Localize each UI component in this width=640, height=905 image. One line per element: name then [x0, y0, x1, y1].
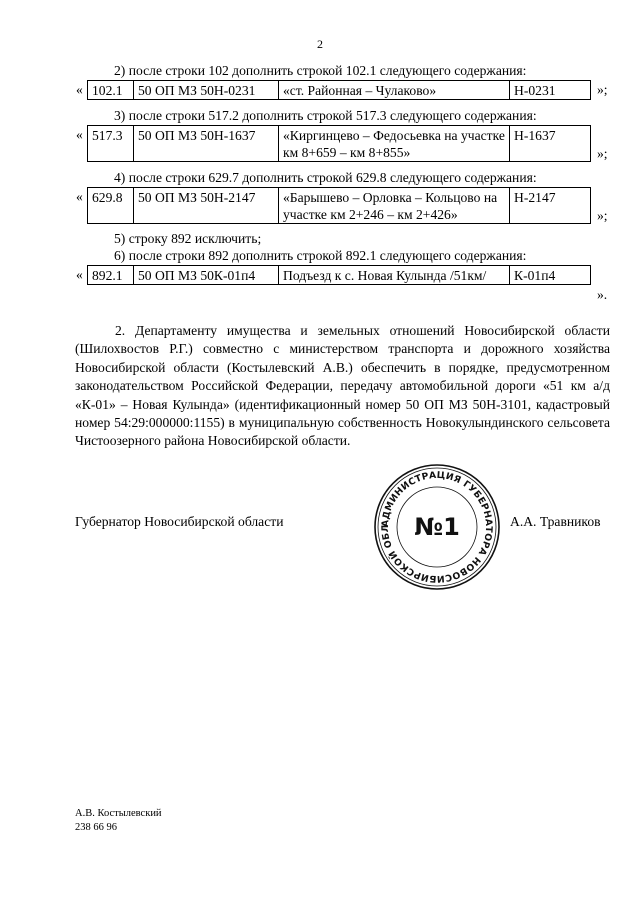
table-row [88, 266, 591, 285]
amendment-intro-4: 4) после строки 629.7 дополнить строкой 629.8 следующего содержания: [114, 170, 537, 185]
road-id-cell: 50 ОП МЗ 50Н-1637 [134, 126, 279, 162]
row-number-cell: 102.1 [88, 81, 134, 100]
insert-table-6298 [87, 187, 591, 224]
road-id-cell: 50 ОП МЗ 50Н-0231 [134, 81, 279, 100]
official-seal-stamp [372, 462, 502, 592]
close-quote: »; [597, 208, 608, 223]
road-name-cell: Подъезд к с. Новая Кулында /51км/ [279, 266, 510, 285]
paragraph-text: 2. Департаменту имущества и земельных отношений Новосибирской области (Шилохвостов Р.Г.) совместно с министерством транспорта и дорожного хозяйства Новосибирской области (Костылевский А.В.) обеспечить в порядке, предусмотренном законодательством Российской Федерации, передачу автомобильной дороги «51 км а/д «К-01» – Новая Кулында» (идентификационный номер 50 ОП МЗ 50Н-3101, кадастровый номер 54:29:000000:1155) в муниципальную собственность Новокулындинского сельсовета Чистоозерного района Новосибирской области. [75, 323, 610, 449]
signatory-name: А.А. Травников [510, 514, 601, 529]
road-name-cell: «Барышево – Орловка – Кольцово на участке км 2+246 – км 2+426» [279, 188, 510, 224]
amendment-intro-3: 3) после строки 517.2 дополнить строкой 517.3 следующего содержания: [114, 108, 537, 123]
amendment-intro-6: 6) после строки 892 дополнить строкой 892.1 следующего содержания: [114, 248, 527, 263]
seal-outer-text: АДМИНИСТРАЦИЯ ГУБЕРНАТОРА НОВОСИБИРСКОЙ ОБЛ [379, 469, 495, 585]
road-code-cell: Н-2147 [510, 188, 591, 224]
road-name-cell: «Киргинцево – Федосьевка на участке км 8+659 – км 8+855» [279, 126, 510, 162]
open-quote: « [76, 127, 83, 142]
close-quote: »; [597, 82, 608, 97]
page-number: 2 [317, 37, 323, 51]
table-row [88, 188, 591, 224]
road-code-cell: К-01п4 [510, 266, 591, 285]
table-row [88, 81, 591, 100]
amendment-intro-2: 2) после строки 102 дополнить строкой 102.1 следующего содержания: [114, 63, 527, 78]
road-id-cell: 50 ОП МЗ 50Н-2147 [134, 188, 279, 224]
row-number-cell: 517.3 [88, 126, 134, 162]
amendment-line-5: 5) строку 892 исключить; [114, 231, 262, 246]
executor-name: А.В. Костылевский [75, 808, 162, 819]
insert-table-8921 [87, 265, 591, 285]
executor-phone: 238 66 96 [75, 822, 117, 833]
row-number-cell: 892.1 [88, 266, 134, 285]
seal-graphic [372, 462, 502, 592]
close-quote: ». [597, 287, 608, 302]
seal-number: №1 [414, 513, 460, 541]
table-row [88, 126, 591, 162]
signatory-position: Губернатор Новосибирской области [75, 514, 284, 529]
open-quote: « [76, 267, 83, 282]
row-number-cell: 629.8 [88, 188, 134, 224]
road-id-cell: 50 ОП МЗ 50К-01п4 [134, 266, 279, 285]
road-code-cell: Н-1637 [510, 126, 591, 162]
road-name-cell: «ст. Районная – Чулаково» [279, 81, 510, 100]
insert-table-1021 [87, 80, 591, 100]
open-quote: « [76, 189, 83, 204]
open-quote: « [76, 82, 83, 97]
close-quote: »; [597, 146, 608, 161]
insert-table-5173 [87, 125, 591, 162]
paragraph-2 [75, 322, 610, 451]
road-code-cell: Н-0231 [510, 81, 591, 100]
